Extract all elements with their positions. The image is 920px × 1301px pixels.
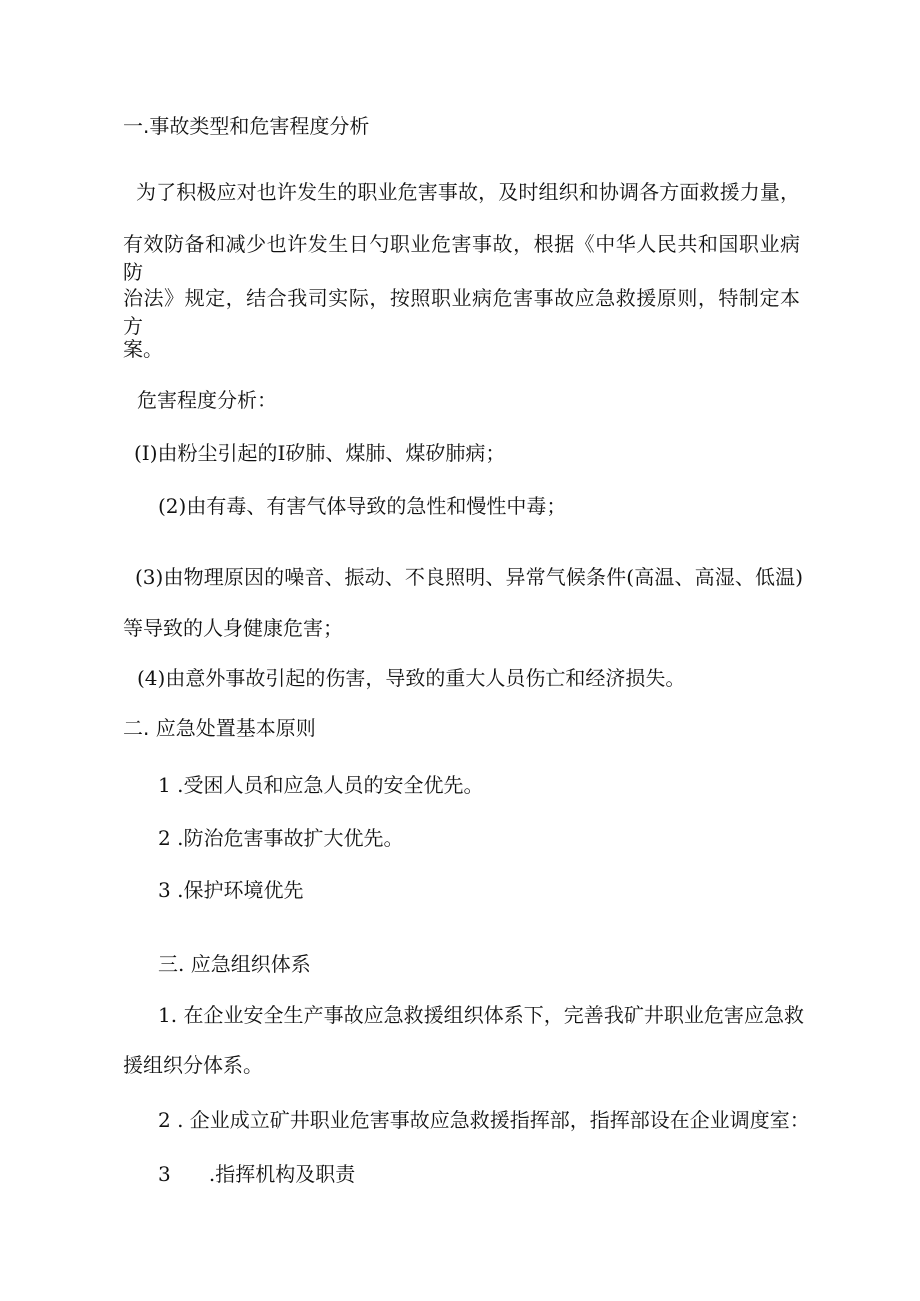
org-item-1-cont: 援组织分体系。 xyxy=(123,1053,263,1077)
hazard-item-3-cont: 等导致的人身健康危害； xyxy=(123,616,343,640)
section2-heading: 二. 应急处置基本原则 xyxy=(123,716,316,740)
principle-item-1: 1 .受困人员和应急人员的安全优先。 xyxy=(158,773,484,797)
section1-heading: 一.事故类型和危害程度分析 xyxy=(123,114,370,138)
intro-line-2: 有效防备和减少也许发生日勺职业危害事故，根据《中华人民共和国职业病防 xyxy=(123,232,800,284)
section3-heading: 三. 应急组织体系 xyxy=(158,952,311,976)
principle-item-3: 3 .保护环境优先 xyxy=(158,878,304,902)
intro-line-1: 为了积极应对也许发生的职业危害事故，及时组织和协调各方面救援力量， xyxy=(136,180,800,204)
intro-line-4: 案。 xyxy=(123,337,163,361)
hazard-item-1: (I)由粉尘引起的I矽肺、煤肺、煤矽肺病； xyxy=(134,441,506,465)
hazard-item-2: (2)由有毒、有害气体导致的急性和慢性中毒； xyxy=(158,494,567,518)
intro-line-3: 治法》规定，结合我司实际，按照职业病危害事故应急救援原则，特制定本方 xyxy=(123,286,800,338)
hazard-item-4: (4)由意外事故引起的伤害，导致的重大人员伤亡和经济损失。 xyxy=(137,666,686,690)
org-item-3: 3 .指挥机构及职责 xyxy=(158,1162,356,1186)
analysis-label: 危害程度分析： xyxy=(137,388,277,412)
principle-item-2: 2 .防治危害事故扩大优先。 xyxy=(158,826,404,850)
hazard-item-3: (3)由物理原因的噪音、振动、不良照明、异常气候条件(高温、高湿、低温) xyxy=(135,565,803,589)
org-item-1: 1. 在企业安全生产事故应急救援组织体系下，完善我矿井职业危害应急救 xyxy=(158,1003,804,1027)
org-item-2: 2 . 企业成立矿井职业危害事故应急救援指挥部，指挥部设在企业调度室： xyxy=(158,1108,810,1132)
